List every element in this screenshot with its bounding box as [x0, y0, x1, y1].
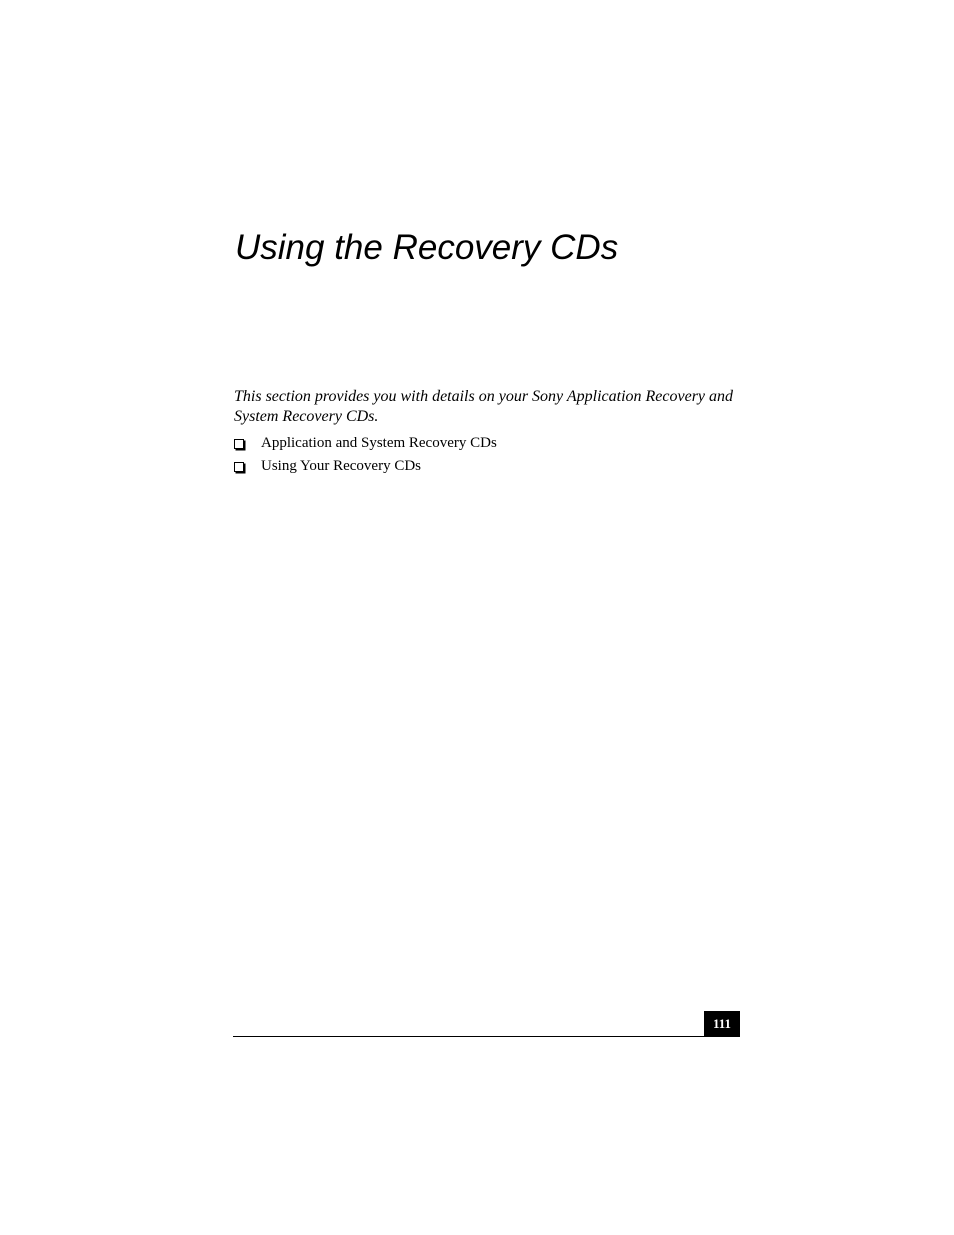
page-number-badge: 111 [704, 1011, 740, 1037]
link-application-and-system-recovery-cds[interactable]: Application and System Recovery CDs [261, 435, 497, 451]
checkbox-bullet-icon [234, 462, 244, 472]
page-title: Using the Recovery CDs [235, 228, 619, 267]
intro-paragraph: This section provides you with details on your Sony Application Recovery and System Recovery CDs. [234, 388, 734, 425]
footer-divider [233, 1036, 740, 1037]
section-link-list [234, 432, 497, 478]
list-item[interactable] [234, 455, 497, 478]
list-item[interactable] [234, 432, 497, 455]
link-using-your-recovery-cds[interactable]: Using Your Recovery CDs [261, 458, 422, 474]
checkbox-bullet-icon [234, 439, 244, 449]
